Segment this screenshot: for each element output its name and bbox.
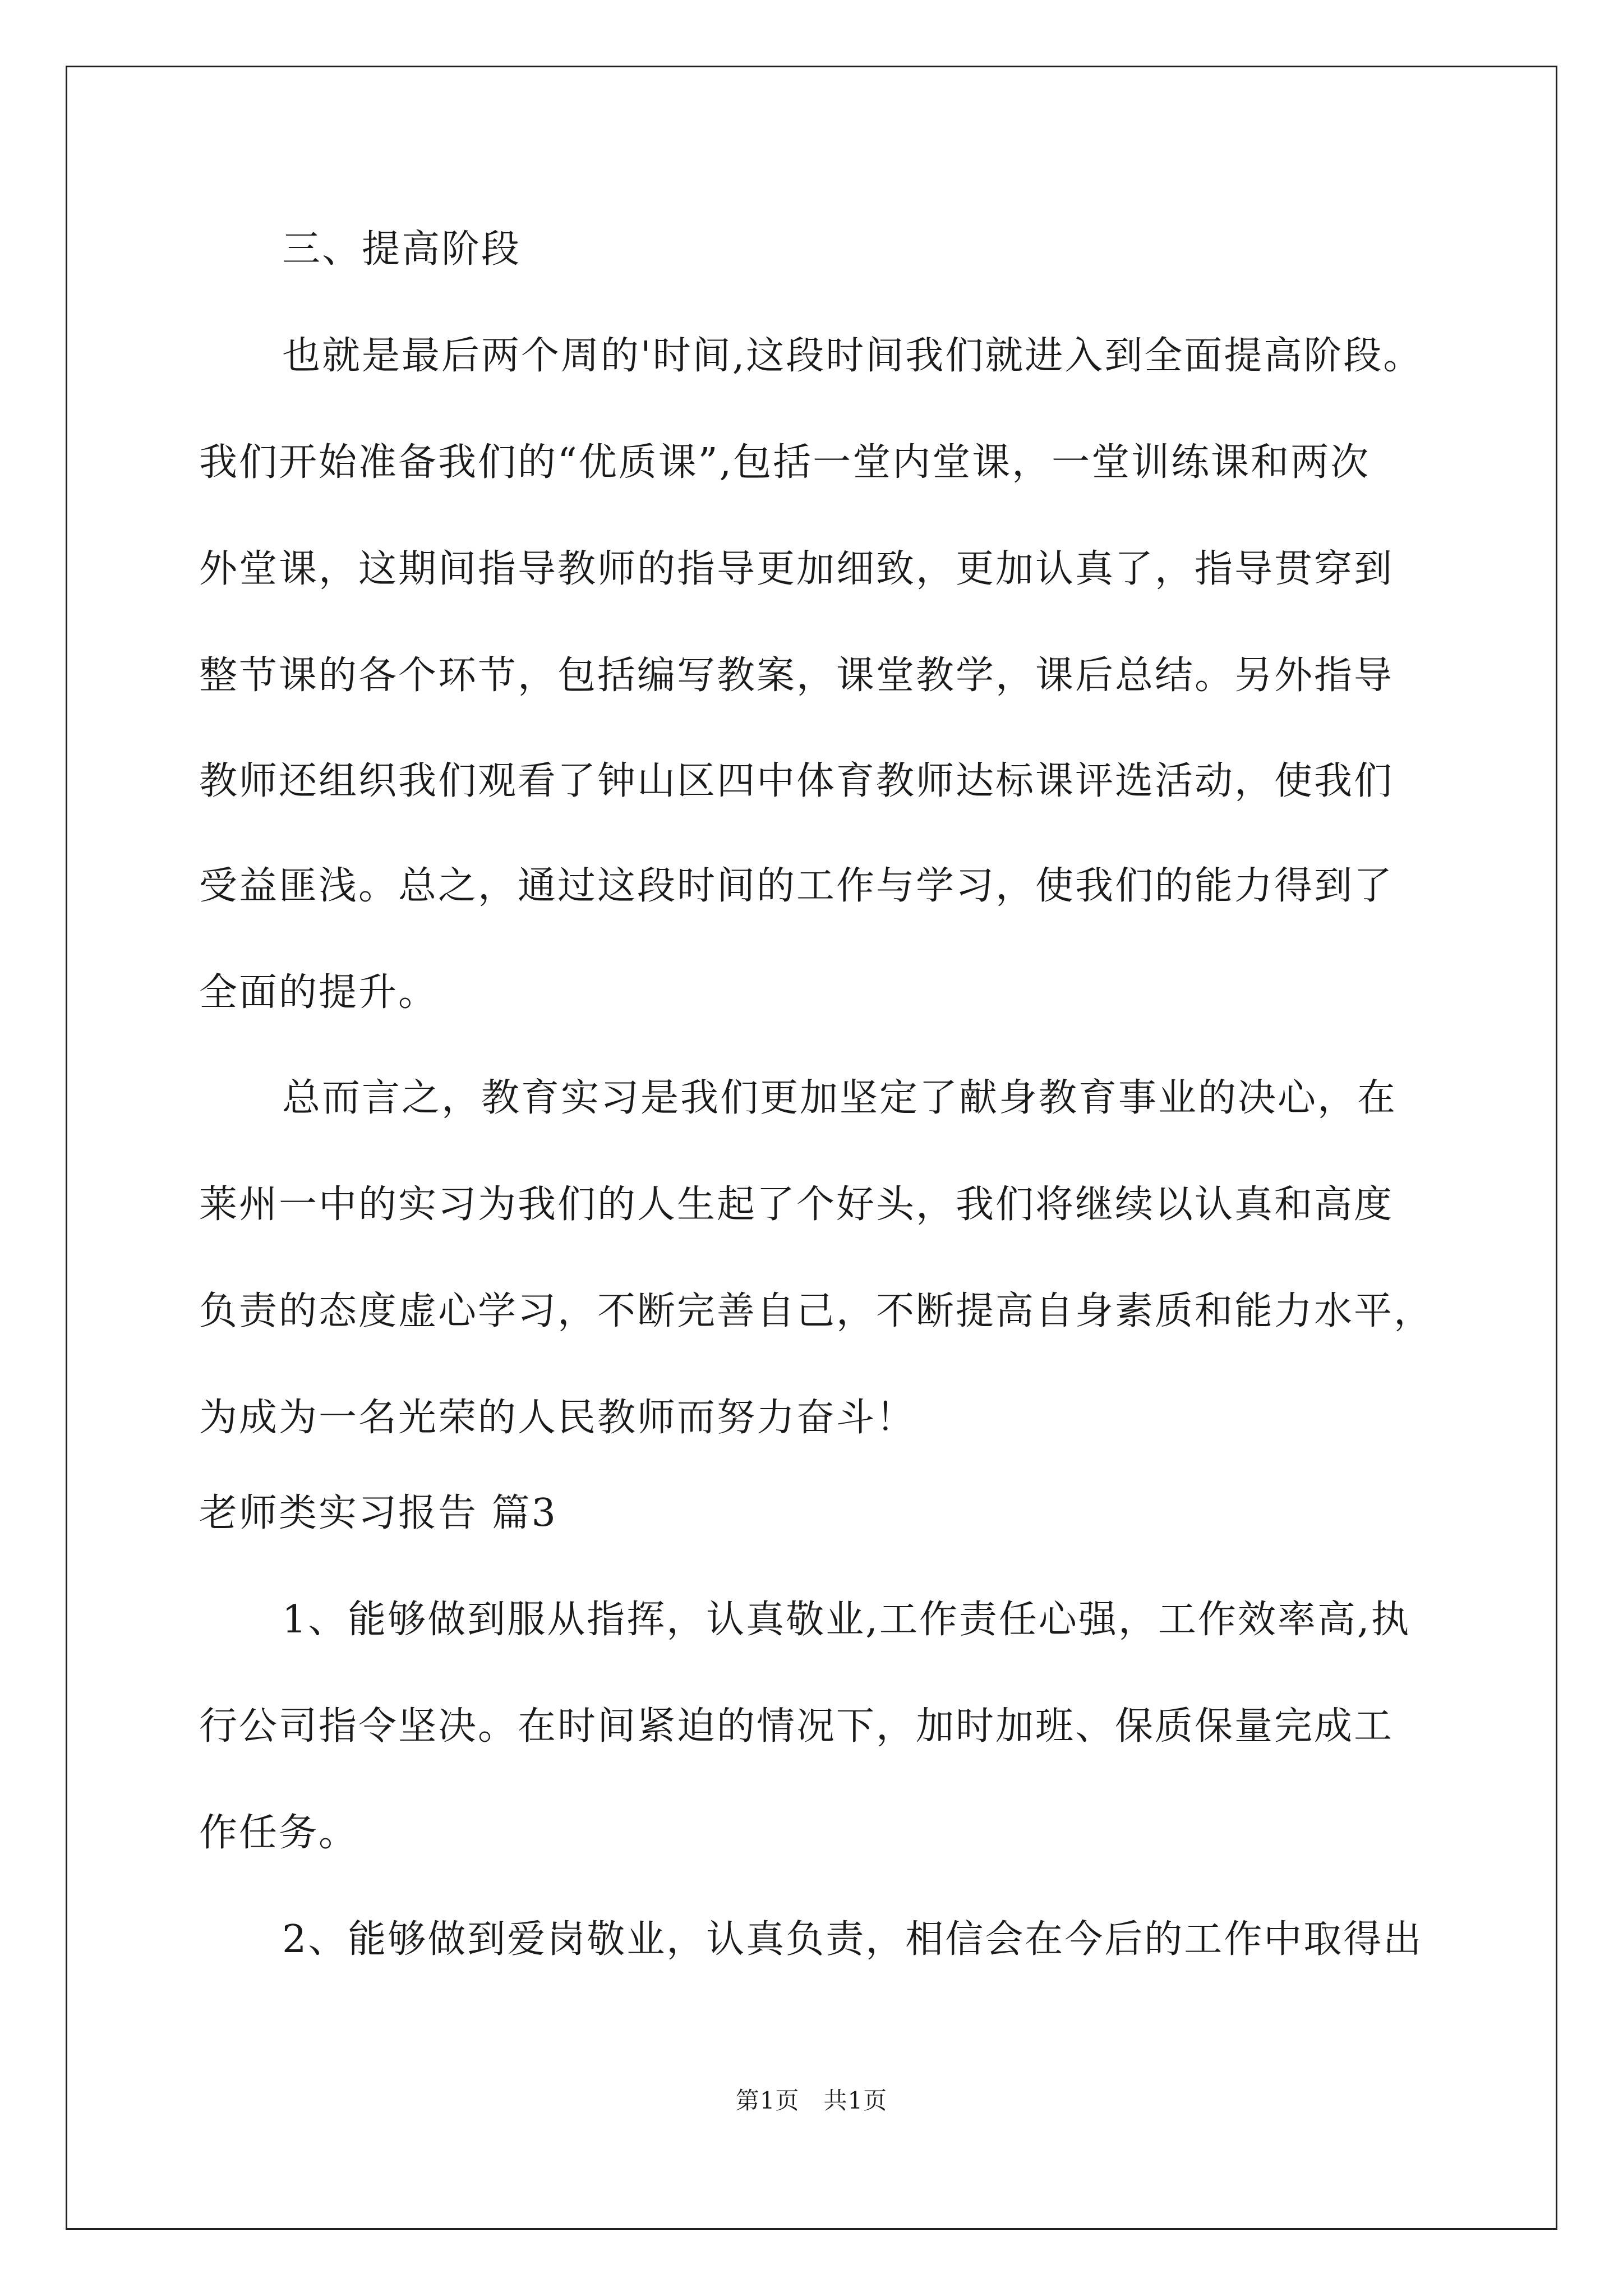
paragraph-line: 莱州一中的实习为我们的人生起了个好头，我们将继续以认真和高度	[199, 1182, 1394, 1227]
section-heading: 三、提高阶段	[282, 227, 522, 272]
article-heading: 老师类实习报告 篇3	[199, 1491, 557, 1535]
paragraph-line: 作任务。	[199, 1811, 359, 1855]
paragraph-line: 外堂课，这期间指导教师的指导更加细致，更加认真了，指导贯穿到	[199, 547, 1394, 591]
paragraph-line: 我们开始准备我们的“优质课”,包括一堂内堂课，一堂训练课和两次	[199, 440, 1371, 485]
paragraph-line: 全面的提升。	[199, 970, 439, 1015]
paragraph-line: 行公司指令坚决。在时间紧迫的情况下，加时加班、保质保量完成工	[199, 1704, 1394, 1749]
paragraph-line: 1、能够做到服从指挥，认真敬业,工作责任心强，工作效率高,执	[282, 1598, 1411, 1642]
page-number-footer: 第1页 共1页	[735, 2087, 888, 2114]
paragraph-line: 总而言之，教育实习是我们更加坚定了献身教育事业的决心，在	[282, 1076, 1398, 1120]
paragraph-line: 为成为一名光荣的人民教师而努力奋斗！	[199, 1396, 916, 1440]
paragraph-line: 也就是最后两个周的'时间,这段时间我们就进入到全面提高阶段。	[282, 334, 1423, 378]
paragraph-line: 2、能够做到爱岗敬业，认真负责，相信会在今后的工作中取得出	[282, 1917, 1423, 1962]
page-border	[66, 66, 1557, 2230]
paragraph-line: 负责的态度虚心学习，不断完善自己，不断提高自身素质和能力水平，	[199, 1289, 1434, 1333]
paragraph-line: 教师还组织我们观看了钟山区四中体育教师达标课评选活动，使我们	[199, 759, 1394, 803]
paragraph-line: 整节课的各个环节，包括编写教案，课堂教学，课后总结。另外指导	[199, 654, 1394, 698]
paragraph-line: 受益匪浅。总之，通过这段时间的工作与学习，使我们的能力得到了	[199, 864, 1394, 908]
